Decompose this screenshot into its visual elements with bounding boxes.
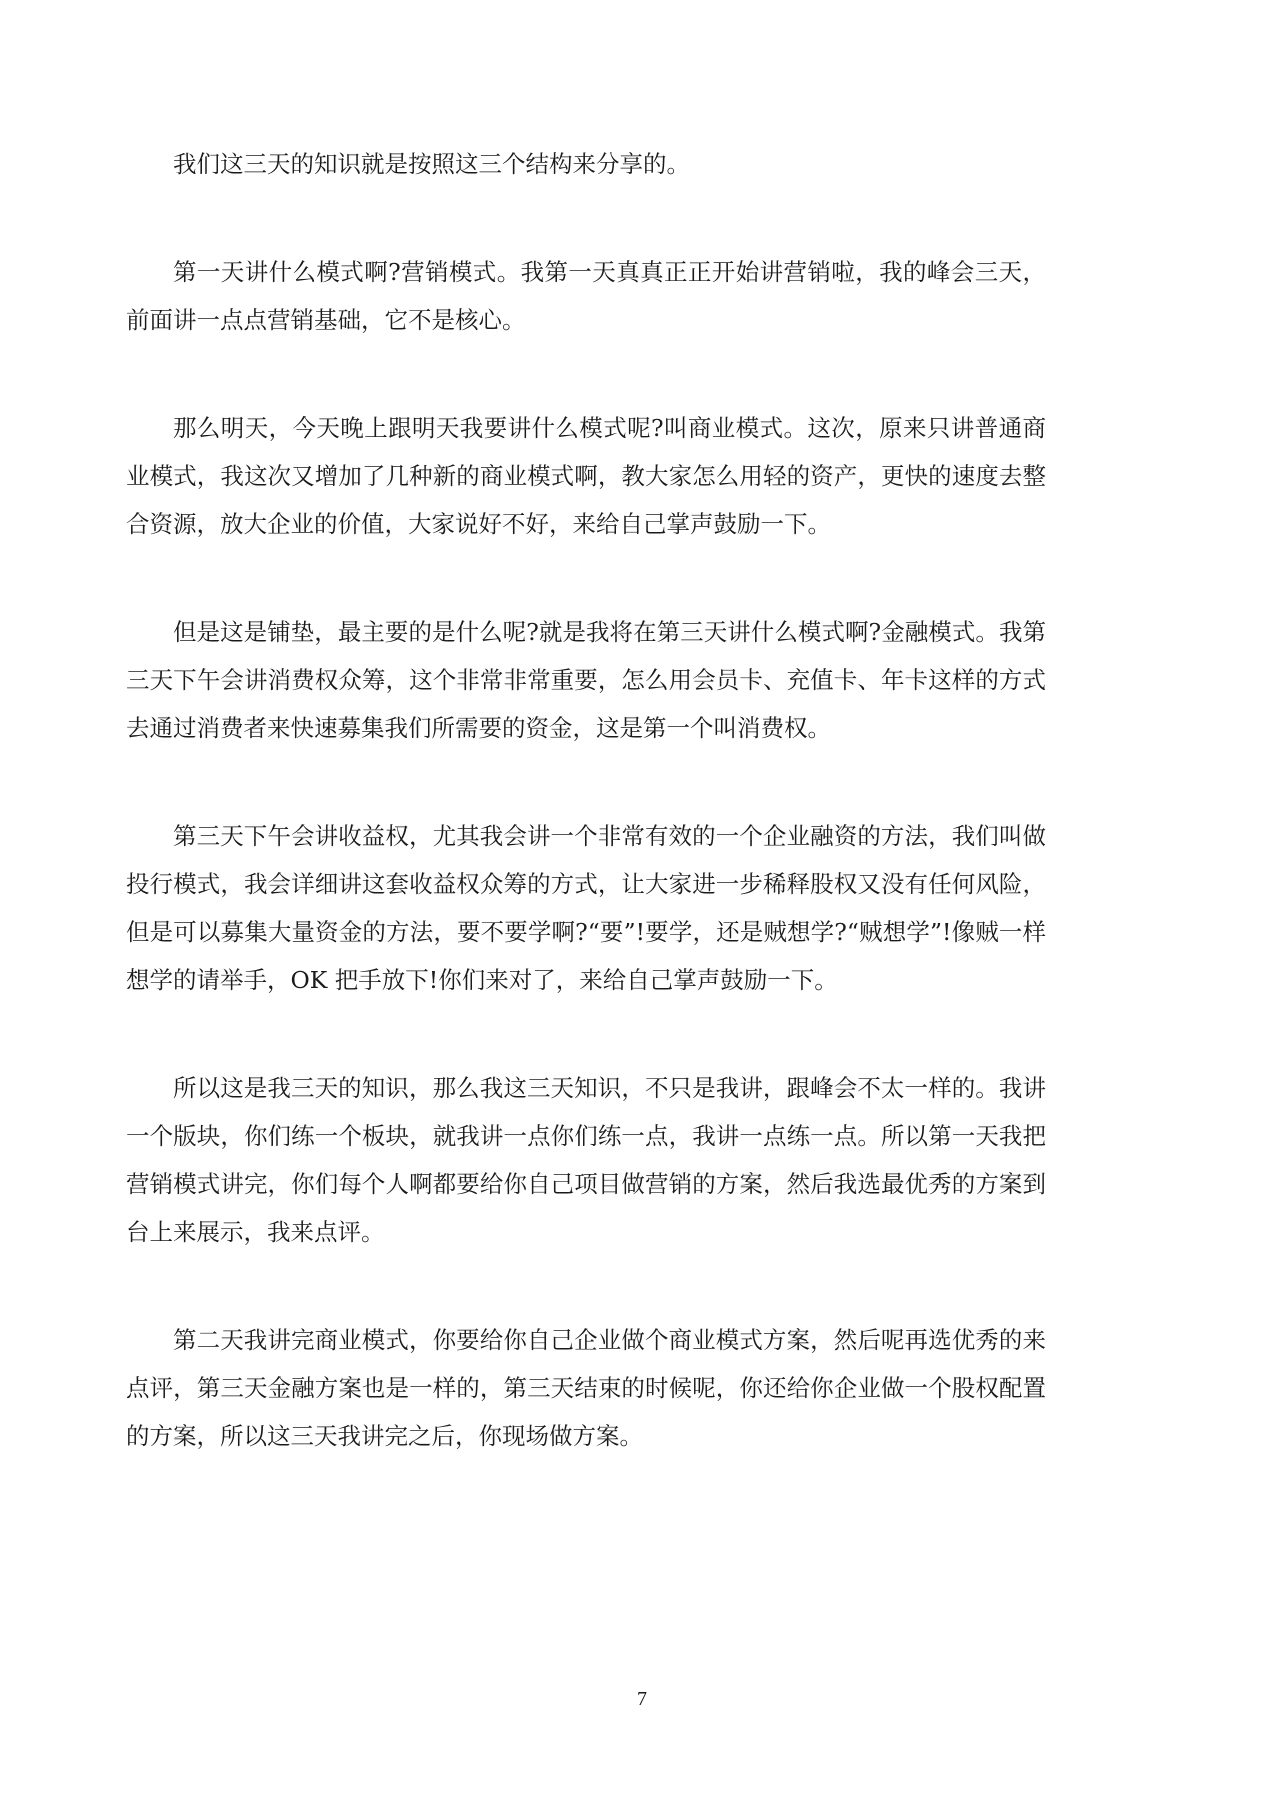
paragraph-6: 所以这是我三天的知识，那么我这三天知识，不只是我讲，跟峰会不太一样的。我讲一个版块，你们练一个板块，就我讲一点你们练一点，我讲一点练一点。所以第一天我把营销模式讲完，你们每个人啊都要给你自己项目做营销的方案，然后我选最优秀的方案到台上来展示，我来点评。 <box>126 1074 1046 1246</box>
page-number: 7 <box>637 1688 647 1710</box>
paragraph-7: 第二天我讲完商业模式，你要给你自己企业做个商业模式方案，然后呢再选优秀的来点评，第三天金融方案也是一样的，第三天结束的时候呢，你还给你企业做一个股权配置的方案，所以这三天我讲完之后，你现场做方案。 <box>126 1326 1046 1450</box>
paragraph-3: 那么明天，今天晚上跟明天我要讲什么模式呢?叫商业模式。这次，原来只讲普通商业模式，我这次又增加了几种新的商业模式啊，教大家怎么用轻的资产，更快的速度去整合资源，放大企业的价值，大家说好不好，来给自己掌声鼓励一下。 <box>126 414 1046 538</box>
document-body <box>126 140 1046 1520</box>
paragraph-4: 但是这是铺垫，最主要的是什么呢?就是我将在第三天讲什么模式啊?金融模式。我第三天下午会讲消费权众筹，这个非常非常重要，怎么用会员卡、充值卡、年卡这样的方式去通过消费者来快速募集我们所需要的资金，这是第一个叫消费权。 <box>126 618 1046 742</box>
paragraph-2: 第一天讲什么模式啊?营销模式。我第一天真真正正开始讲营销啦，我的峰会三天，前面讲一点点营销基础，它不是核心。 <box>126 258 1046 334</box>
paragraph-1: 我们这三天的知识就是按照这三个结构来分享的。 <box>173 150 690 178</box>
paragraph-5: 第三天下午会讲收益权，尤其我会讲一个非常有效的一个企业融资的方法，我们叫做投行模式，我会详细讲这套收益权众筹的方式，让大家进一步稀释股权又没有任何风险，但是可以募集大量资金的方法，要不要学啊?“要”!要学，还是贼想学?“贼想学”!像贼一样想学的请举手，OK 把手放下!你们来对了，来给自己掌声鼓励一下。 <box>126 822 1046 994</box>
